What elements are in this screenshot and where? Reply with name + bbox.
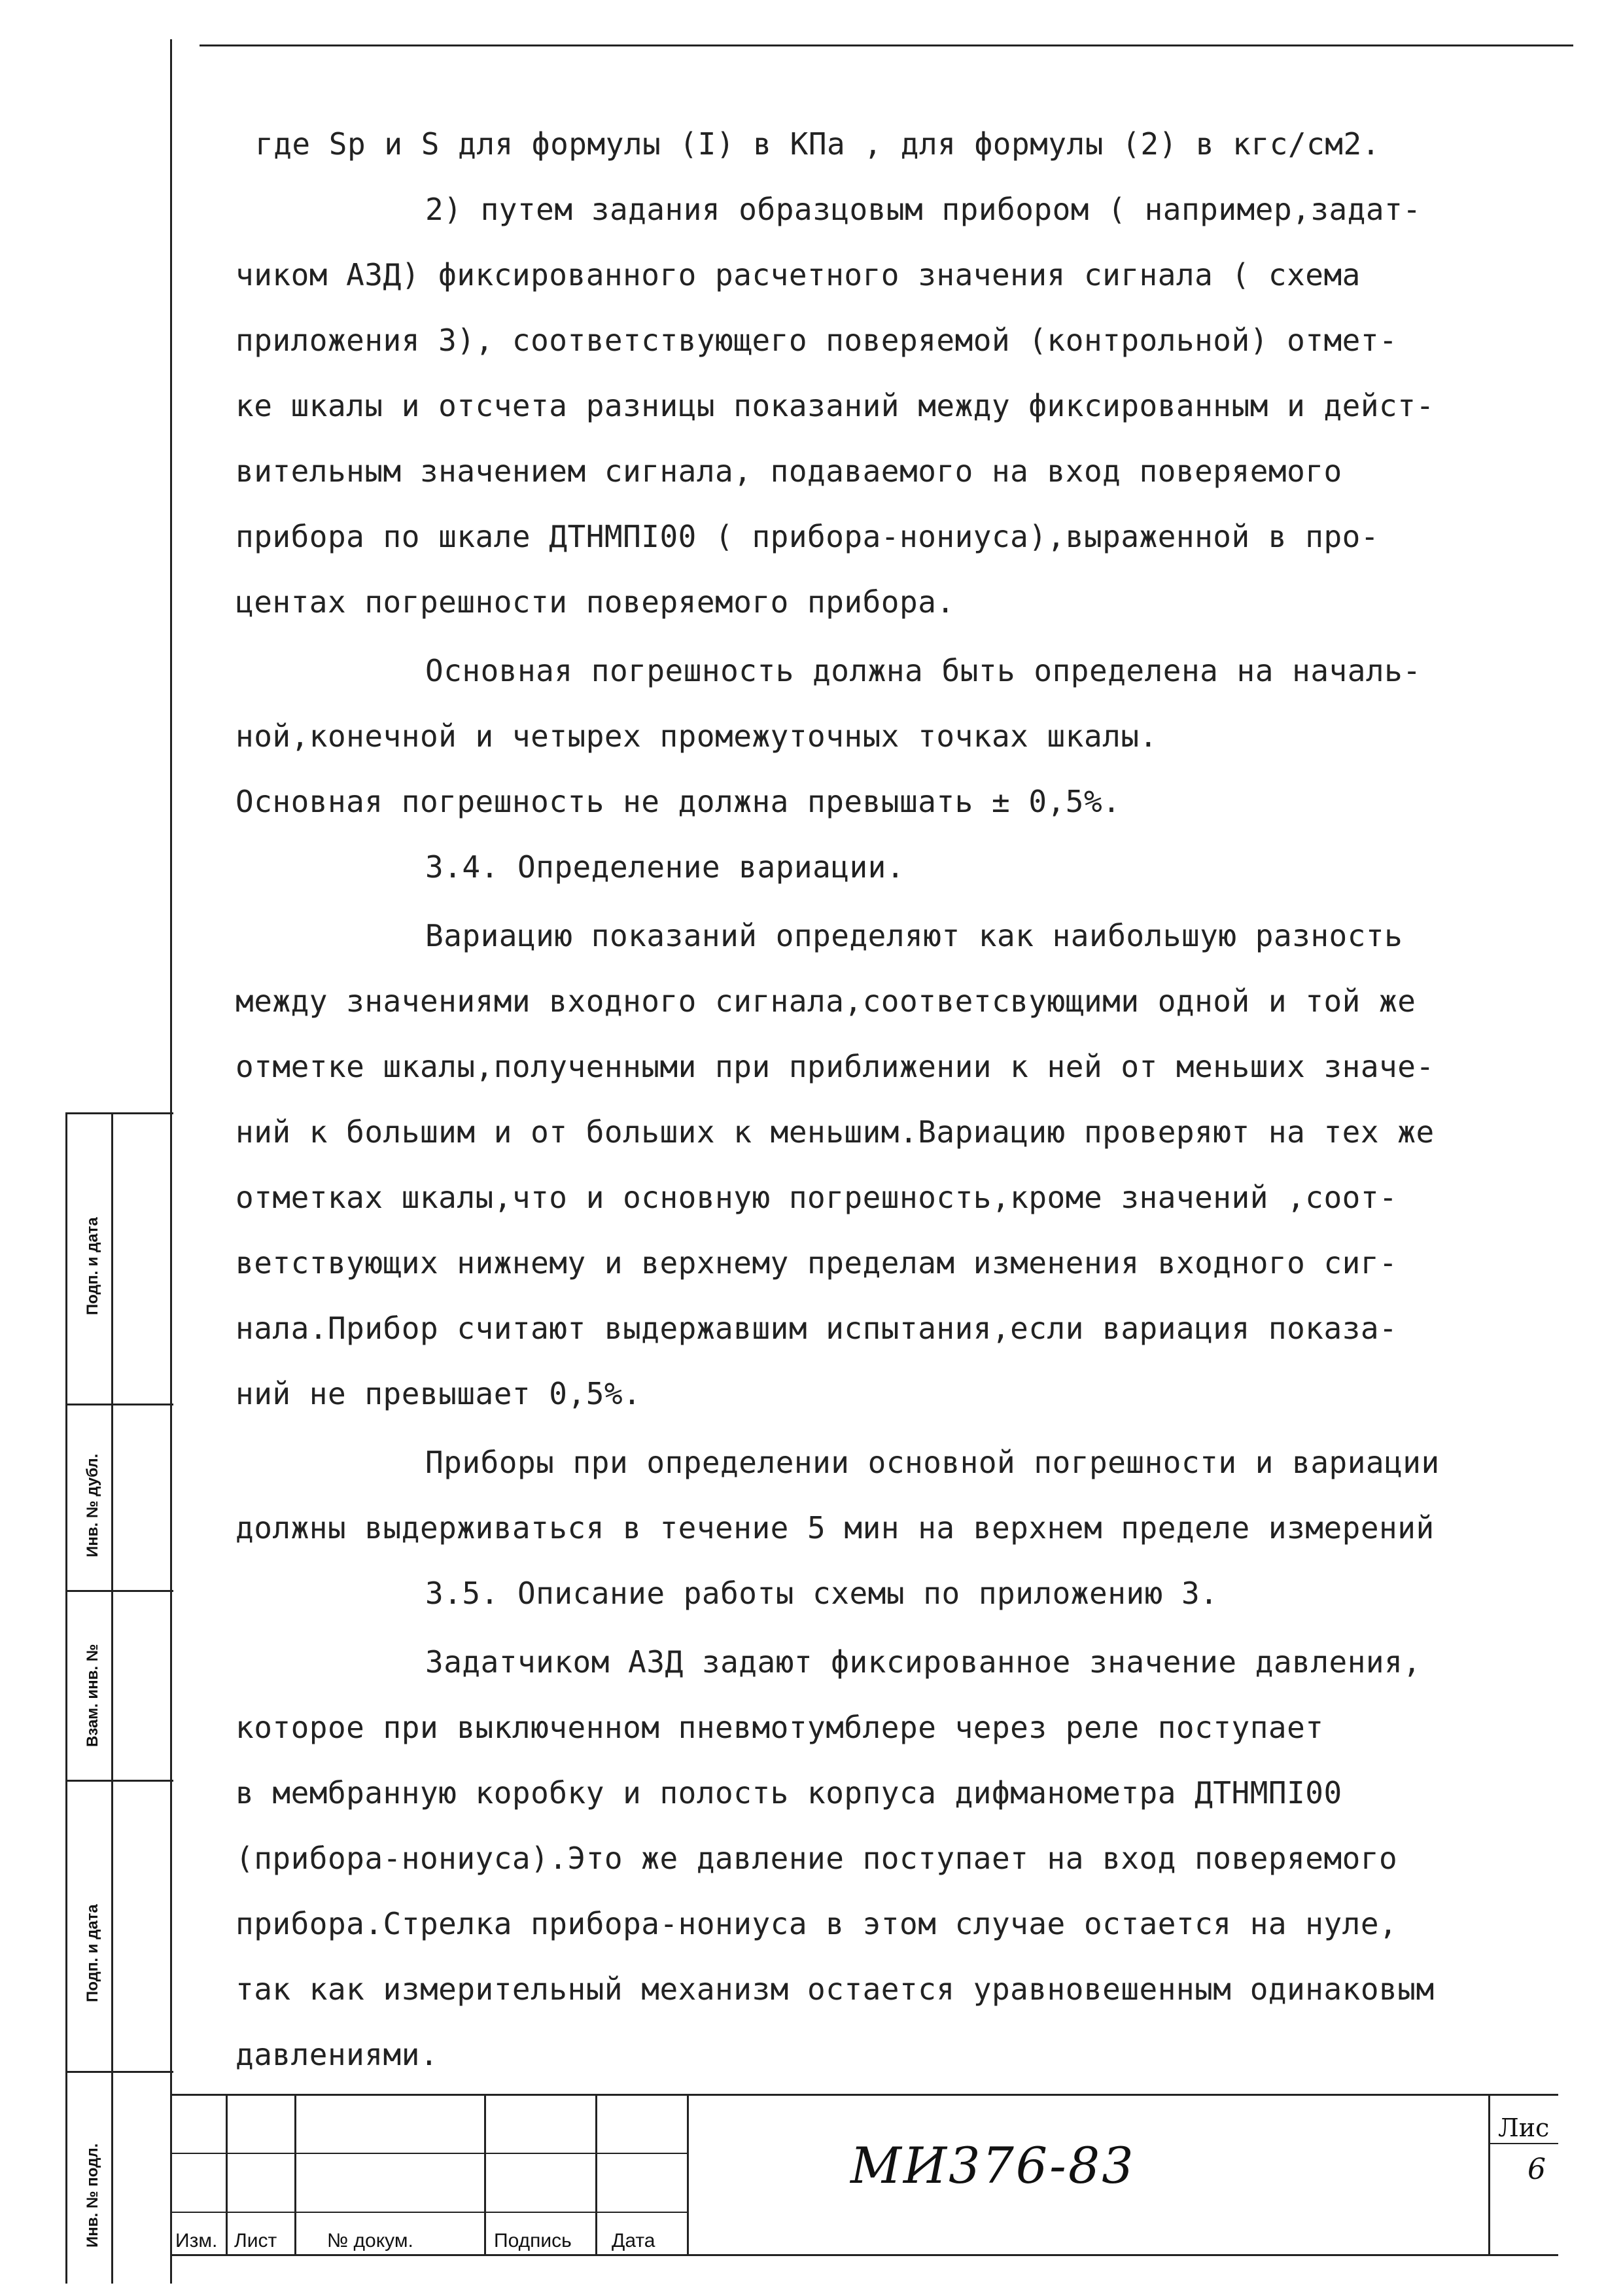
- side-stamp-divider: [65, 1590, 173, 1592]
- text-line: ний к большим и от больших к меньшим.Вариацию проверяют на тех же: [236, 1114, 1435, 1150]
- text-line: прибора по шкале ДТНМПI00 ( прибора-нониуса),выраженной в про-: [236, 519, 1380, 554]
- text-line: которое при выключенном пневмотумблере через реле поступает: [236, 1710, 1324, 1745]
- left-margin-line: [170, 39, 172, 2284]
- side-stamp-divider: [65, 1404, 173, 1405]
- side-stamp-left-edge: [65, 1112, 67, 2284]
- text-line: ной,конечной и четырех промежуточных точках шкалы.: [236, 718, 1158, 754]
- side-stamp-divider: [65, 1780, 173, 1782]
- title-block-row: [171, 2153, 688, 2154]
- side-label-swap-inv: Взам. инв. №: [84, 1644, 101, 1747]
- sheet-cell-divider: [1488, 2143, 1558, 2144]
- text-line: вительным значением сигнала, подаваемого на вход поверяемого: [236, 453, 1342, 489]
- col-change: Изм.: [175, 2230, 218, 2252]
- title-block-col: [294, 2094, 296, 2256]
- title-block-row: [171, 2212, 688, 2213]
- side-stamp-divider: [65, 1112, 173, 1114]
- section-heading: 3.5. Описание работы схемы по приложению 3.: [425, 1576, 1219, 1611]
- text-line: чиком АЗД) фиксированного расчетного значения сигнала ( схема: [236, 257, 1361, 292]
- text-line: где Sр и S для формулы (I) в КПа , для формулы (2) в кгс/см2.: [255, 126, 1380, 162]
- text-line: центах погрешности поверяемого прибора.: [236, 584, 955, 620]
- side-stamp-divider: [65, 2071, 173, 2073]
- title-block-col: [595, 2094, 597, 2256]
- col-signature: Подпись: [494, 2230, 572, 2252]
- text-line: так как измерительный механизм остается уравновешенным одинаковым: [236, 1971, 1435, 2007]
- title-block-col: [1488, 2094, 1490, 2256]
- col-doc-no: № докум.: [327, 2230, 413, 2252]
- text-line: ке шкалы и отсчета разницы показаний между фиксированным и дейст-: [236, 388, 1435, 423]
- side-label-sign-date: Подп. и дата: [84, 1904, 101, 2002]
- text-line: давлениями.: [236, 2037, 439, 2072]
- text-line: нала.Прибор считают выдержавшим испытания,если вариация показа-: [236, 1311, 1398, 1346]
- text-line: должны выдерживаться в течение 5 мин на верхнем пределе измерений: [236, 1510, 1435, 1545]
- title-block-col: [226, 2094, 228, 2256]
- top-border: [200, 44, 1573, 46]
- title-block-top: [171, 2094, 1558, 2096]
- sheet-label: Лис: [1498, 2113, 1550, 2142]
- text-line: в мембранную коробку и полость корпуса дифманометра ДТНМПI00: [236, 1775, 1342, 1810]
- text-line: Задатчиком АЗД задают фиксированное значение давления,: [425, 1644, 1422, 1680]
- text-line: (прибора-нониуса).Это же давление поступает на вход поверяемого: [236, 1841, 1398, 1876]
- text-line: Основная погрешность не должна превышать ± 0,5%.: [236, 784, 1121, 819]
- side-label-orig-inv: Инв. № подл.: [84, 2143, 101, 2248]
- text-line: отметках шкалы,что и основную погрешность,кроме значений ,соот-: [236, 1180, 1398, 1215]
- side-stamp-inner-edge: [111, 1112, 113, 2284]
- title-block-col: [484, 2094, 486, 2256]
- text-line: отметке шкалы,полученными при приближении к ней от меньших значе-: [236, 1049, 1435, 1084]
- col-sheet: Лист: [234, 2230, 277, 2252]
- col-date: Дата: [612, 2230, 655, 2252]
- title-block-col: [687, 2094, 689, 2256]
- title-block-bottom: [171, 2254, 1558, 2256]
- text-line: Приборы при определении основной погрешности и вариации: [425, 1445, 1440, 1480]
- document-number: МИ376-83: [850, 2136, 1136, 2195]
- text-line: между значениями входного сигнала,соответсвующими одной и той же: [236, 983, 1416, 1019]
- text-line: 2) путем задания образцовым прибором ( например,задат-: [425, 192, 1422, 227]
- text-line: ветствующих нижнему и верхнему пределам изменения входного сиг-: [236, 1245, 1398, 1280]
- sheet-number: 6: [1527, 2153, 1546, 2186]
- text-line: Вариацию показаний определяют как наибольшую разность: [425, 918, 1403, 953]
- text-line: Основная погрешность должна быть определена на началь-: [425, 653, 1422, 688]
- text-line: приложения 3), соответствующего поверяемой (контрольной) отмет-: [236, 323, 1398, 358]
- text-line: ний не превышает 0,5%.: [236, 1376, 642, 1411]
- side-label-sign-date: Подп. и дата: [84, 1217, 101, 1315]
- section-heading: 3.4. Определение вариации.: [425, 849, 905, 885]
- side-label-dup-inv: Инв. № дубл.: [84, 1453, 101, 1557]
- text-line: прибора.Стрелка прибора-нониуса в этом случае остается на нуле,: [236, 1906, 1398, 1941]
